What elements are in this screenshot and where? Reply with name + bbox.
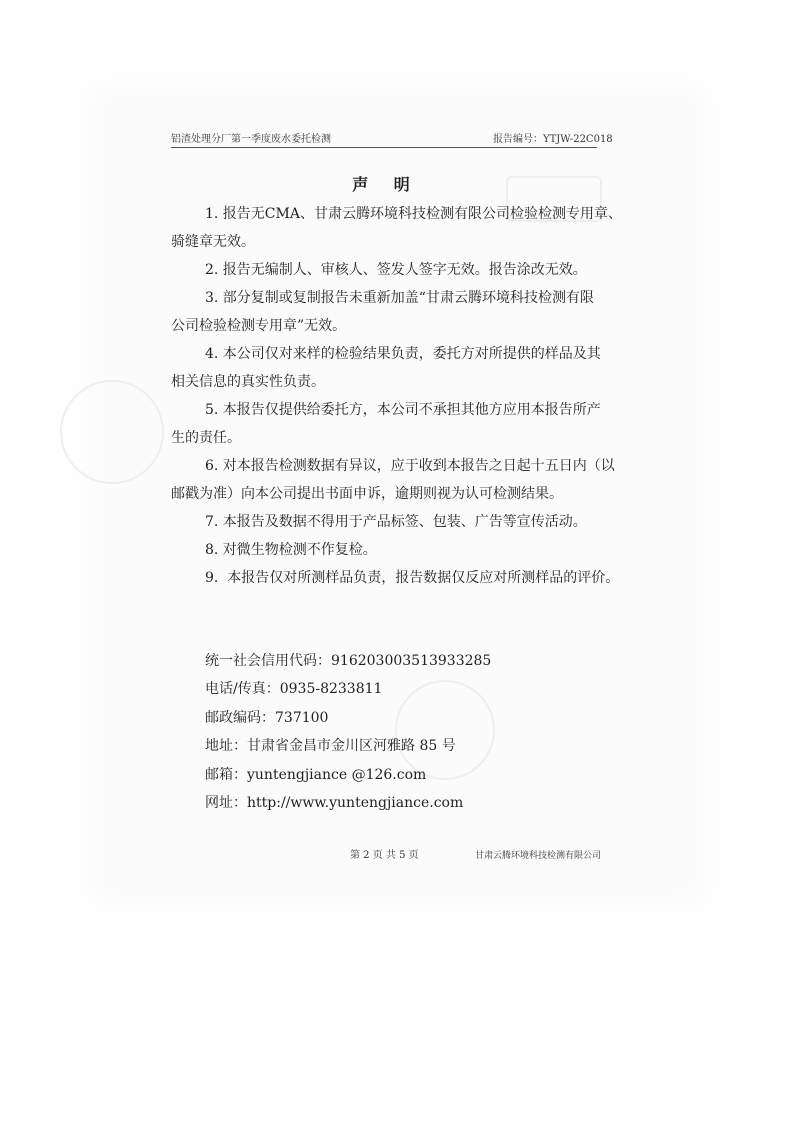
credit-code-row xyxy=(205,647,625,675)
statement-3-line-1: 3. 部分复制或复制报告未重新加盖“甘肃云腾环境科技检测有限 xyxy=(205,290,594,306)
credit-code-label: 统一社会信用代码： xyxy=(205,653,331,669)
phone-fax-row xyxy=(205,675,625,703)
statement-5-line-1: 5. 本报告仅提供给委托方，本公司不承担其他方应用本报告所产 xyxy=(205,402,601,418)
address-row xyxy=(205,732,625,760)
website-row xyxy=(205,789,625,817)
header-divider xyxy=(171,147,597,148)
statement-6-line-2: 邮戳为准）向本公司提出书面申诉，逾期则视为认可检测结果。 xyxy=(171,486,563,502)
address-value: 甘肃省金昌市金川区河雅路 85 号 xyxy=(247,738,456,755)
statement-4-line-2: 相关信息的真实性负责。 xyxy=(171,374,325,390)
report-subject-header: 铝渣处理分厂第一季度废水委托检测 xyxy=(171,134,331,145)
website-value: http://www.yuntengjiance.com xyxy=(247,794,464,811)
statement-8-line-1: 8. 对微生物检测不作复检。 xyxy=(205,542,377,558)
page-number: 第 2 页 共 5 页 xyxy=(350,850,419,861)
website-label: 网址： xyxy=(205,794,247,811)
statement-3-line-2: 公司检验检测专用章”无效。 xyxy=(171,318,347,334)
statement-7-line-1: 7. 本报告及数据不得用于产品标签、包装、广告等宣传活动。 xyxy=(205,514,587,530)
report-number-header: 报告编号：YTJW-22C018 xyxy=(493,134,613,145)
statement-list xyxy=(171,200,631,592)
statement-4-line-1: 4. 本公司仅对来样的检验结果负责，委托方对所提供的样品及其 xyxy=(205,346,601,362)
statement-1-line-1: 1. 报告无CMA、甘肃云腾环境科技检测有限公司检验检测专用章、 xyxy=(205,206,622,222)
bleed-through-seal-left xyxy=(60,380,164,484)
email-label: 邮箱： xyxy=(205,766,247,783)
statement-2-line-1: 2. 报告无编制人、审核人、签发人签字无效。报告涂改无效。 xyxy=(205,262,587,278)
email-value: yuntengjiance @126.com xyxy=(247,766,427,783)
statement-1-line-2: 骑缝章无效。 xyxy=(171,234,255,250)
postal-code-label: 邮政编码： xyxy=(205,709,275,726)
statement-5-line-2: 生的责任。 xyxy=(171,430,241,446)
statement-6-line-1: 6. 对本报告检测数据有异议，应于收到本报告之日起十五日内（以 xyxy=(205,458,615,474)
address-label: 地址： xyxy=(205,738,247,755)
footer-company-name: 甘肃云腾环境科技检测有限公司 xyxy=(475,851,602,861)
postal-code-row xyxy=(205,704,625,732)
contact-info xyxy=(205,647,625,817)
page-title: 声 明 xyxy=(352,175,420,194)
statement-9-line-1: 9. 本报告仅对所测样品负责，报告数据仅反应对所测样品的评价。 xyxy=(205,570,620,586)
email-row xyxy=(205,761,625,789)
phone-fax-label: 电话/传真： xyxy=(205,681,280,698)
credit-code-value: 916203003513933285 xyxy=(331,653,492,669)
phone-fax-value: 0935-8233811 xyxy=(279,681,383,698)
postal-code-value: 737100 xyxy=(275,709,329,726)
